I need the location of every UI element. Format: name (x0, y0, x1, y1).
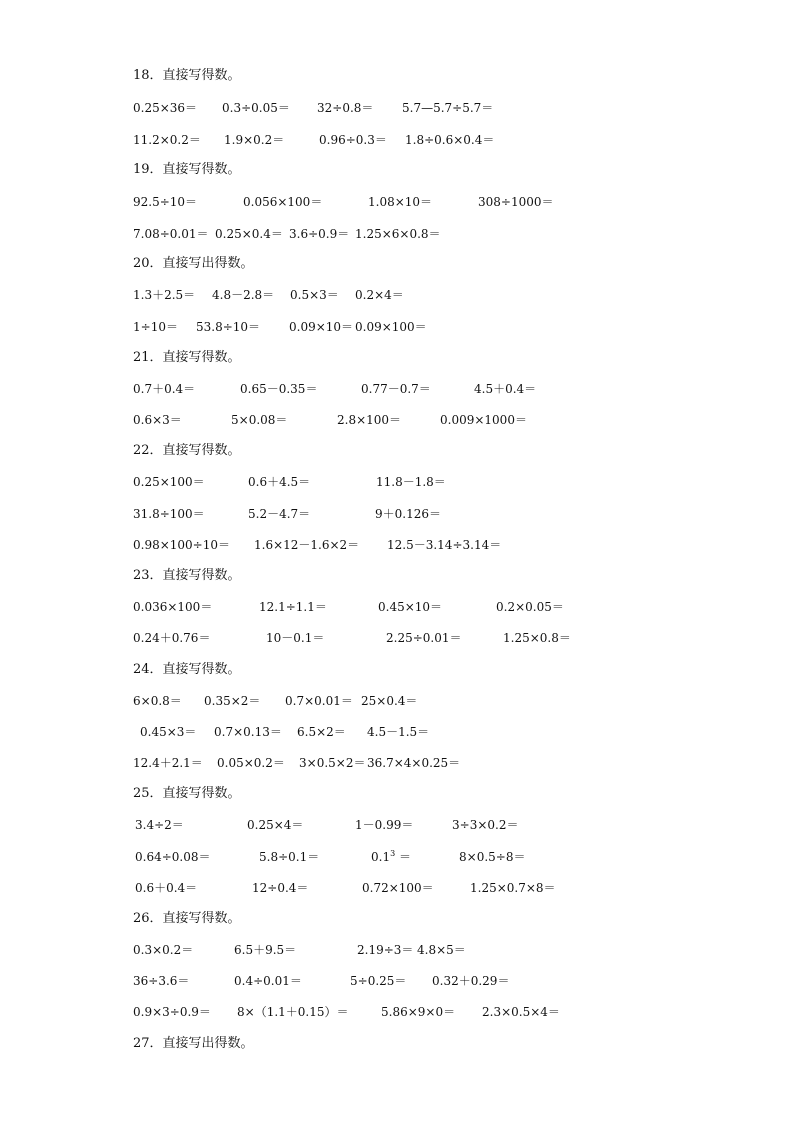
math-expression: 25×0.4＝ (361, 694, 418, 708)
expression-row (133, 192, 773, 212)
math-expression: 11.2×0.2＝ (133, 133, 201, 147)
expression-row (133, 815, 773, 835)
power-exponent: 3 (390, 849, 396, 858)
math-expression: 53.8÷10＝ (196, 320, 261, 334)
math-expression: 11.8－1.8＝ (376, 475, 446, 489)
math-expression: 0.7×0.13＝ (214, 725, 282, 739)
math-expression: 0.24＋0.76＝ (133, 631, 211, 645)
math-expression: 0.25×100＝ (133, 475, 205, 489)
math-expression: 0.5×3＝ (290, 288, 339, 302)
expression-row (133, 504, 773, 524)
expression-row (133, 472, 773, 492)
problem-heading: 24．直接写得数。 (133, 662, 241, 677)
expression-row (133, 691, 773, 711)
expression-row (133, 1002, 773, 1022)
math-expression: 8×（1.1＋0.15）＝ (237, 1005, 349, 1019)
math-expression: 0.65－0.35＝ (240, 382, 318, 396)
math-expression: 308÷1000＝ (478, 195, 554, 209)
problem-heading: 23．直接写得数。 (133, 568, 241, 583)
math-expression: 1.3＋2.5＝ (133, 288, 196, 302)
math-expression: 7.08÷0.01＝ (133, 227, 209, 241)
math-expression: 4.5－1.5＝ (367, 725, 430, 739)
math-expression: 0.96÷0.3＝ (319, 133, 387, 147)
math-expression: 0.45×10＝ (378, 600, 443, 614)
math-expression: 0.6＋4.5＝ (248, 475, 311, 489)
math-expression: 0.009×1000＝ (440, 413, 527, 427)
problem-heading: 27．直接写出得数。 (133, 1036, 254, 1051)
problem-heading: 20．直接写出得数。 (133, 256, 254, 271)
math-expression: 5÷0.25＝ (350, 974, 407, 988)
math-expression: 92.5÷10＝ (133, 195, 198, 209)
expression-row (133, 847, 773, 867)
expression-row (133, 628, 773, 648)
problem-heading: 21．直接写得数。 (133, 350, 241, 365)
expression-row (133, 940, 773, 960)
math-expression: 0.72×100＝ (362, 881, 434, 895)
math-expression: 5×0.08＝ (231, 413, 288, 427)
math-expression: 0.25×4＝ (247, 818, 304, 832)
problem-heading: 22．直接写得数。 (133, 443, 241, 458)
problem-heading: 18．直接写得数。 (133, 68, 241, 83)
math-expression: 1－0.99＝ (355, 818, 414, 832)
math-expression: 0.056×100＝ (243, 195, 323, 209)
math-expression: 5.8÷0.1＝ (259, 850, 320, 864)
expression-row (133, 379, 773, 399)
math-expression: 8×0.5÷8＝ (459, 850, 526, 864)
math-expression: 2.19÷3＝ (357, 943, 414, 957)
math-expression: 1.25×6×0.8＝ (355, 227, 441, 241)
math-expression: 0.32＋0.29＝ (432, 974, 510, 988)
math-expression: 36÷3.6＝ (133, 974, 190, 988)
math-expression: 5.86×9×0＝ (381, 1005, 456, 1019)
math-expression: 0.25×0.4＝ (215, 227, 283, 241)
expression-row (133, 410, 773, 430)
problem-heading: 25．直接写得数。 (133, 786, 241, 801)
math-expression: 0.9×3÷0.9＝ (133, 1005, 211, 1019)
math-expression: 0.6×3＝ (133, 413, 182, 427)
expression-row (133, 98, 773, 118)
math-expression: 9＋0.126＝ (375, 507, 441, 521)
math-expression: 0.09×100＝ (355, 320, 427, 334)
math-expression: 31.8÷100＝ (133, 507, 205, 521)
expression-row (133, 753, 773, 773)
math-expression: 0.98×100÷10＝ (133, 538, 231, 552)
math-expression: 0.7×0.01＝ (285, 694, 353, 708)
expression-row (133, 535, 773, 555)
math-expression: 0.45×3＝ (140, 725, 197, 739)
math-expression: 2.8×100＝ (337, 413, 402, 427)
math-expression: 1.25×0.8＝ (503, 631, 571, 645)
math-expression: 0.6＋0.4＝ (135, 881, 198, 895)
math-expression: 0.4÷0.01＝ (234, 974, 302, 988)
math-expression: 0.35×2＝ (204, 694, 261, 708)
math-expression: 6.5＋9.5＝ (234, 943, 297, 957)
math-expression: 3.4÷2＝ (135, 818, 184, 832)
math-expression: 4.5＋0.4＝ (474, 382, 537, 396)
math-expression: 0.036×100＝ (133, 600, 213, 614)
expression-row (133, 878, 773, 898)
math-expression: 32÷0.8＝ (317, 101, 374, 115)
math-expression: 36.7×4×0.25＝ (367, 756, 461, 770)
math-expression: 0.25×36＝ (133, 101, 198, 115)
math-expression: 0.3×0.2＝ (133, 943, 194, 957)
math-expression: 0.05×0.2＝ (217, 756, 285, 770)
math-expression: 1.8÷0.6×0.4＝ (405, 133, 495, 147)
math-expression (371, 847, 411, 867)
math-expression: 3.6÷0.9＝ (289, 227, 350, 241)
expression-row (133, 285, 773, 305)
math-expression: 6×0.8＝ (133, 694, 182, 708)
math-expression: 5.2－4.7＝ (248, 507, 311, 521)
math-expression: 12.5－3.14÷3.14＝ (387, 538, 502, 552)
math-expression: 1÷10＝ (133, 320, 178, 334)
math-expression: 1.25×0.7×8＝ (470, 881, 556, 895)
problem-heading: 26．直接写得数。 (133, 911, 241, 926)
expression-row (133, 722, 773, 742)
math-expression: 4.8－2.8＝ (212, 288, 275, 302)
math-expression: 1.9×0.2＝ (224, 133, 285, 147)
math-expression: 6.5×2＝ (297, 725, 346, 739)
expression-row (133, 130, 773, 150)
math-expression: 4.8×5＝ (417, 943, 466, 957)
power-base: 0.1 (371, 850, 391, 864)
math-expression: 2.25÷0.01＝ (386, 631, 462, 645)
math-expression: 12.1÷1.1＝ (259, 600, 327, 614)
expression-row (133, 597, 773, 617)
math-expression: 0.09×10＝ (289, 320, 354, 334)
math-expression: 2.3×0.5×4＝ (482, 1005, 560, 1019)
expression-row (133, 317, 773, 337)
math-expression: 10－0.1＝ (266, 631, 325, 645)
expression-row (133, 971, 773, 991)
math-expression: 0.7＋0.4＝ (133, 382, 196, 396)
math-expression: 5.7—5.7÷5.7＝ (402, 101, 494, 115)
math-expression: 0.77－0.7＝ (361, 382, 431, 396)
math-expression: 1.6×12－1.6×2＝ (254, 538, 360, 552)
math-expression: 0.2×4＝ (355, 288, 404, 302)
math-expression: 3÷3×0.2＝ (452, 818, 519, 832)
problem-heading: 19．直接写得数。 (133, 162, 241, 177)
math-expression: 0.3÷0.05＝ (222, 101, 290, 115)
math-expression: 0.64÷0.08＝ (135, 850, 211, 864)
math-expression: 12÷0.4＝ (252, 881, 309, 895)
math-expression: 0.2×0.05＝ (496, 600, 564, 614)
equals-sign: ＝ (395, 850, 412, 864)
math-expression: 1.08×10＝ (368, 195, 433, 209)
math-expression: 3×0.5×2＝ (299, 756, 366, 770)
expression-row (133, 224, 773, 244)
math-expression: 12.4＋2.1＝ (133, 756, 203, 770)
